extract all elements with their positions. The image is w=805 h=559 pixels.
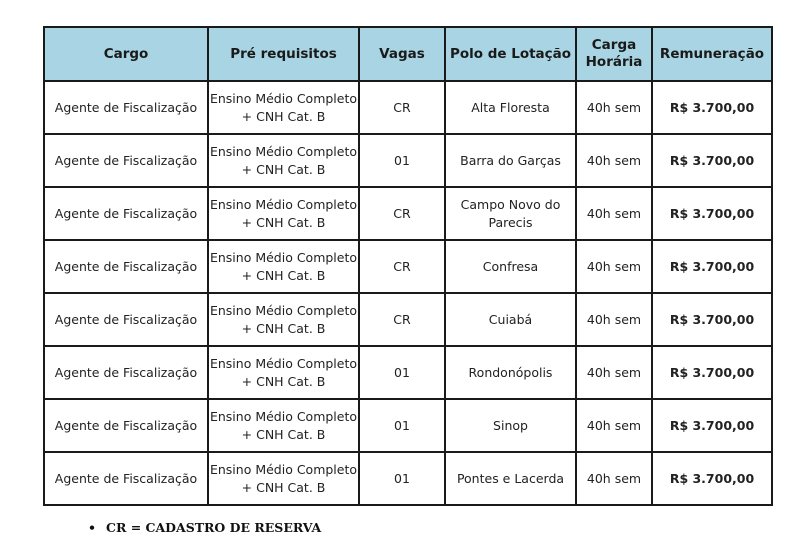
polo-line1: Sinop [493, 417, 528, 433]
req-line1: Ensino Médio Completo [209, 355, 358, 371]
cell-cargo: Agente de Fiscalização [44, 81, 208, 134]
cell-pre-requisitos [208, 452, 359, 505]
req-line2: + CNH Cat. B [241, 373, 326, 389]
cell-carga-horaria: 40h sem [576, 346, 652, 399]
cell-carga-horaria: 40h sem [576, 187, 652, 240]
cell-remuneracao: R$ 3.700,00 [652, 293, 772, 346]
polo-line1: Alta Floresta [471, 99, 550, 115]
cell-remuneracao: R$ 3.700,00 [652, 187, 772, 240]
cell-carga-horaria: 40h sem [576, 81, 652, 134]
footnote [88, 520, 321, 535]
cell-vagas: 01 [359, 452, 445, 505]
cell-pre-requisitos [208, 187, 359, 240]
table-header-row [44, 27, 772, 81]
cell-carga-horaria: 40h sem [576, 452, 652, 505]
header-remuneracao: Remuneração [652, 27, 772, 81]
header-carga-line1: Carga [591, 37, 637, 53]
cell-polo [445, 346, 576, 399]
cell-cargo: Agente de Fiscalização [44, 240, 208, 293]
cell-polo [445, 452, 576, 505]
footnote-text: CR = CADASTRO DE RESERVA [106, 520, 322, 535]
cell-remuneracao: R$ 3.700,00 [652, 134, 772, 187]
cell-pre-requisitos [208, 81, 359, 134]
req-line1: Ensino Médio Completo [209, 90, 358, 106]
req-line2: + CNH Cat. B [241, 267, 326, 283]
req-line1: Ensino Médio Completo [209, 461, 358, 477]
cell-cargo: Agente de Fiscalização [44, 452, 208, 505]
header-cargo: Cargo [44, 27, 208, 81]
cell-cargo: Agente de Fiscalização [44, 399, 208, 452]
req-line1: Ensino Médio Completo [209, 249, 358, 265]
cell-cargo: Agente de Fiscalização [44, 293, 208, 346]
cell-cargo: Agente de Fiscalização [44, 346, 208, 399]
cell-pre-requisitos [208, 240, 359, 293]
header-vagas: Vagas [359, 27, 445, 81]
table-row [44, 134, 772, 187]
cell-pre-requisitos [208, 293, 359, 346]
bullet-icon: • [88, 520, 96, 535]
req-line2: + CNH Cat. B [241, 320, 326, 336]
cell-remuneracao: R$ 3.700,00 [652, 399, 772, 452]
polo-line1: Barra do Garças [460, 152, 561, 168]
polo-line1: Confresa [482, 258, 539, 274]
polo-line1: Cuiabá [488, 311, 533, 327]
req-line2: + CNH Cat. B [241, 214, 326, 230]
table-row [44, 81, 772, 134]
cell-polo [445, 399, 576, 452]
req-line2: + CNH Cat. B [241, 108, 326, 124]
req-line1: Ensino Médio Completo [209, 143, 358, 159]
cell-vagas: 01 [359, 134, 445, 187]
table-row [44, 240, 772, 293]
cell-carga-horaria: 40h sem [576, 399, 652, 452]
req-line1: Ensino Médio Completo [209, 196, 358, 212]
req-line2: + CNH Cat. B [241, 426, 326, 442]
cell-vagas: CR [359, 293, 445, 346]
table-row [44, 293, 772, 346]
cell-polo [445, 240, 576, 293]
header-pre-requisitos: Pré requisitos [208, 27, 359, 81]
cell-vagas: CR [359, 240, 445, 293]
cell-carga-horaria: 40h sem [576, 134, 652, 187]
polo-line2: Parecis [488, 214, 533, 230]
vacancies-table [43, 26, 773, 506]
header-carga-line2: Horária [585, 54, 643, 70]
req-line1: Ensino Médio Completo [209, 302, 358, 318]
cell-polo [445, 187, 576, 240]
table-row [44, 399, 772, 452]
header-carga-horaria [576, 27, 652, 81]
cell-cargo: Agente de Fiscalização [44, 187, 208, 240]
cell-cargo: Agente de Fiscalização [44, 134, 208, 187]
cell-vagas: 01 [359, 346, 445, 399]
cell-vagas: 01 [359, 399, 445, 452]
req-line2: + CNH Cat. B [241, 161, 326, 177]
header-polo: Polo de Lotação [445, 27, 576, 81]
cell-remuneracao: R$ 3.700,00 [652, 81, 772, 134]
cell-polo [445, 134, 576, 187]
cell-polo [445, 293, 576, 346]
table-body [44, 81, 772, 505]
cell-remuneracao: R$ 3.700,00 [652, 452, 772, 505]
cell-carga-horaria: 40h sem [576, 240, 652, 293]
table-row [44, 452, 772, 505]
cell-polo [445, 81, 576, 134]
cell-vagas: CR [359, 81, 445, 134]
polo-line1: Pontes e Lacerda [456, 470, 565, 486]
polo-line1: Rondonópolis [468, 364, 553, 380]
req-line1: Ensino Médio Completo [209, 408, 358, 424]
cell-remuneracao: R$ 3.700,00 [652, 346, 772, 399]
cell-pre-requisitos [208, 346, 359, 399]
cell-remuneracao: R$ 3.700,00 [652, 240, 772, 293]
cell-vagas: CR [359, 187, 445, 240]
polo-line1: Campo Novo do [460, 196, 561, 212]
cell-pre-requisitos [208, 399, 359, 452]
cell-carga-horaria: 40h sem [576, 293, 652, 346]
cell-pre-requisitos [208, 134, 359, 187]
table-row [44, 346, 772, 399]
table-row [44, 187, 772, 240]
req-line2: + CNH Cat. B [241, 479, 326, 495]
